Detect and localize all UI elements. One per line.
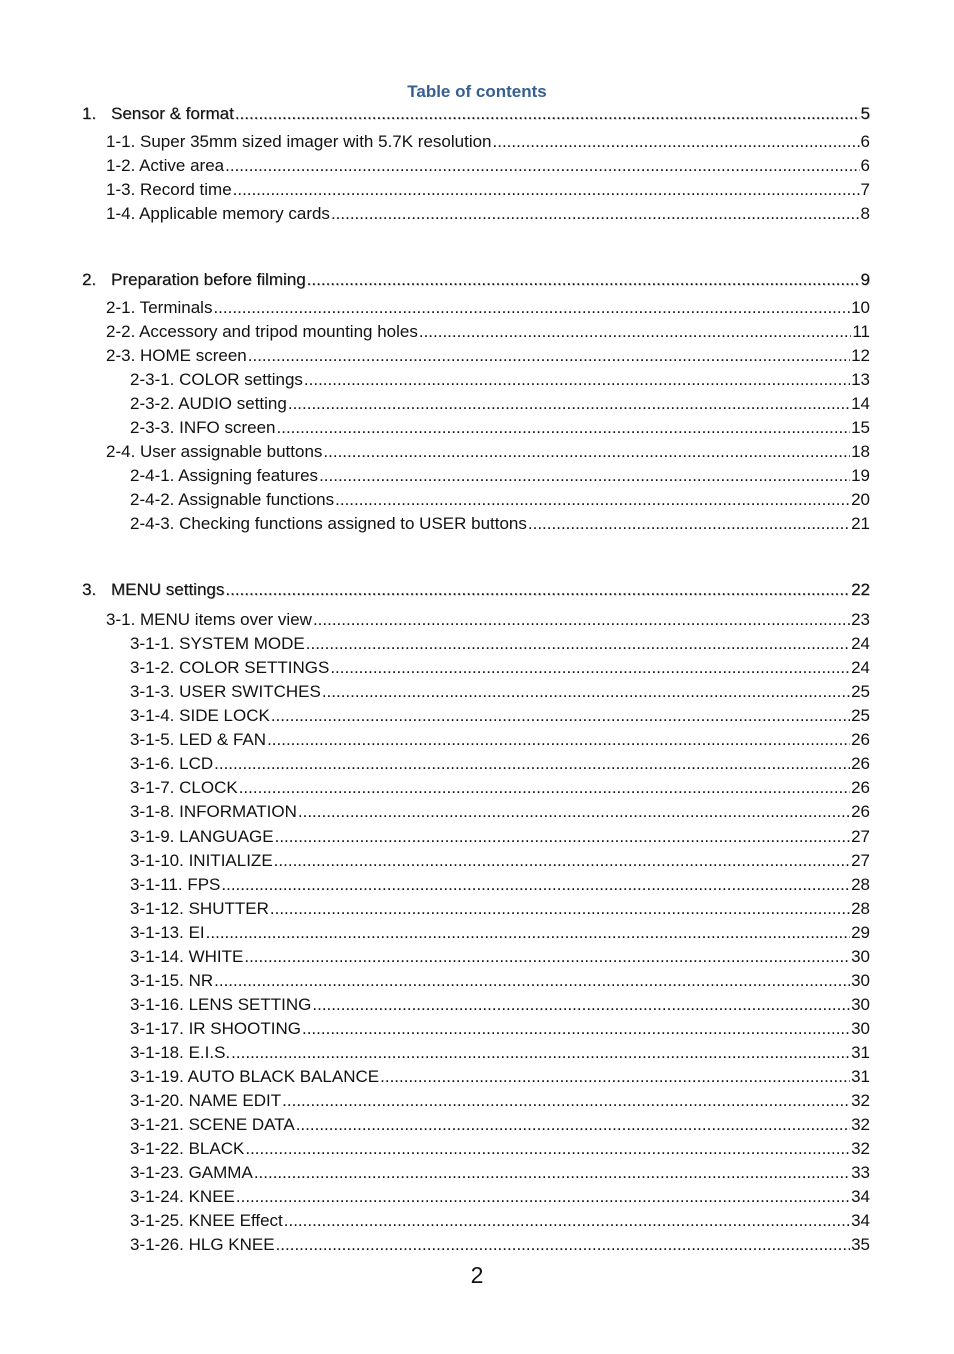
toc-page-number: 5 [860, 104, 870, 123]
toc-entry-text: 3-1-23. GAMMA [130, 1163, 253, 1182]
toc-entry[interactable] [130, 632, 870, 654]
toc-entry-label [106, 610, 312, 630]
toc-entry-text: 3-1-26. HLG KNEE [130, 1235, 275, 1254]
toc-entry-label [130, 754, 213, 774]
toc-title: Table of contents [407, 82, 547, 101]
toc-entry[interactable] [106, 178, 870, 200]
toc-entry-text: 2-2. Accessory and tripod mounting holes [106, 322, 418, 341]
toc-entry-text: 3-1-16. LENS SETTING [130, 995, 312, 1014]
toc-entry-label [106, 180, 232, 200]
toc-page-number: 23 [851, 610, 870, 629]
toc-page-number: 15 [851, 418, 870, 437]
toc-entry[interactable] [130, 1233, 870, 1255]
dot-leader [236, 1187, 850, 1207]
dot-leader [307, 270, 860, 290]
dot-leader [312, 995, 850, 1015]
toc-entry-text: 3-1-19. AUTO BLACK BALANCE [130, 1067, 380, 1086]
toc-page-number: 31 [851, 1043, 870, 1062]
toc-entry-label [130, 418, 276, 438]
dot-leader [225, 580, 850, 600]
dot-leader [296, 1115, 850, 1135]
toc-entry[interactable] [130, 1065, 870, 1087]
toc-entry-text: 2-3-3. INFO screen [130, 418, 276, 437]
toc-entry[interactable] [130, 1113, 870, 1135]
toc-entry-label [130, 899, 269, 919]
toc-entry-label [82, 270, 306, 290]
toc-page-number: 30 [851, 995, 870, 1014]
toc-entry[interactable] [106, 130, 870, 152]
dot-leader [288, 394, 850, 414]
toc-entry-text: 3-1-3. USER SWITCHES [130, 682, 321, 701]
toc-entry-label [130, 1115, 295, 1135]
dot-leader [267, 730, 850, 750]
toc-page-number: 26 [851, 778, 870, 797]
toc-entry[interactable] [130, 969, 870, 991]
toc-entry-label [130, 634, 305, 654]
toc-page-number: 34 [851, 1211, 870, 1230]
toc-section-number: 1. [82, 104, 97, 123]
toc-entry[interactable] [130, 1161, 870, 1183]
toc-entry-text: 3-1. MENU items over view [106, 610, 312, 629]
toc-entry[interactable] [130, 921, 870, 943]
toc-entry-label [130, 947, 243, 967]
toc-page-number: 26 [851, 802, 870, 821]
dot-leader [235, 104, 860, 124]
toc-page-number: 10 [851, 298, 870, 317]
dot-leader [302, 1019, 850, 1039]
dot-leader [319, 466, 850, 486]
dot-leader [323, 442, 850, 462]
toc-entry-label [130, 923, 205, 943]
toc-entry-text: 2-4. User assignable buttons [106, 442, 323, 461]
toc-page-number: 26 [851, 730, 870, 749]
toc-page-number: 29 [851, 923, 870, 942]
toc-entry[interactable] [130, 464, 870, 486]
toc-entry-text: 2-3. HOME screen [106, 346, 247, 365]
dot-leader [244, 947, 850, 967]
toc-entry-label [106, 322, 418, 342]
toc-page-number: 28 [851, 875, 870, 894]
toc-entry[interactable] [130, 680, 870, 702]
toc-entry-label [130, 971, 213, 991]
toc-entry-label [130, 1211, 283, 1231]
toc-entry[interactable] [130, 368, 870, 390]
toc-entry-label [130, 778, 238, 798]
dot-leader [213, 298, 850, 318]
toc-page-number: 30 [851, 1019, 870, 1038]
toc-entry-text: 3-1-7. CLOCK [130, 778, 238, 797]
dot-leader [270, 899, 850, 919]
toc-entry[interactable] [130, 1041, 870, 1063]
toc-entry-text: 3-1-9. LANGUAGE [130, 827, 274, 846]
toc-entry-text: 3-1-12. SHUTTER [130, 899, 269, 918]
dot-leader [248, 346, 850, 366]
toc-entry-label [130, 658, 329, 678]
toc-entry[interactable] [130, 416, 870, 438]
toc-entry[interactable] [130, 752, 870, 774]
toc-entry[interactable] [130, 1137, 870, 1159]
toc-entry-text: 3-1-13. EI [130, 923, 205, 942]
toc-entry[interactable] [130, 897, 870, 919]
toc-entry-label [130, 490, 334, 510]
toc-entry-text: 3-1-17. IR SHOOTING [130, 1019, 301, 1038]
dot-leader [214, 754, 850, 774]
toc-entry[interactable] [130, 704, 870, 726]
toc-entry-text: 2-3-1. COLOR settings [130, 370, 303, 389]
dot-leader [214, 971, 850, 991]
toc-entry[interactable] [130, 656, 870, 678]
page-number: 2 [470, 1262, 484, 1288]
toc-entry[interactable] [130, 993, 870, 1015]
toc-entry-text: 3-1-20. NAME EDIT [130, 1091, 282, 1110]
toc-page-number: 6 [860, 156, 870, 175]
toc-page-number: 30 [851, 947, 870, 966]
toc-entry-text: 3-1-2. COLOR SETTINGS [130, 658, 330, 677]
dot-leader [276, 1235, 851, 1255]
toc-entry-text: 2-4-3. Checking functions assigned to USER buttons [130, 514, 527, 533]
toc-entry[interactable] [106, 440, 870, 462]
toc-entry-label [130, 466, 318, 486]
toc-page-number: 9 [860, 270, 870, 289]
toc-entry[interactable] [106, 154, 870, 176]
toc-page-number: 30 [851, 971, 870, 990]
toc-entry[interactable] [106, 296, 870, 318]
toc-entry-label [130, 802, 297, 822]
toc-entry[interactable] [106, 202, 870, 224]
toc-page-number: 7 [860, 180, 870, 199]
toc-section-entry[interactable] [82, 578, 870, 600]
toc-entry-label [130, 1187, 235, 1207]
toc-entry-text: 1-1. Super 35mm sized imager with 5.7K resolution [106, 132, 492, 151]
toc-entry[interactable] [130, 1185, 870, 1207]
toc-entry-label [130, 394, 287, 414]
dot-leader [233, 180, 860, 200]
dot-leader [419, 322, 852, 342]
toc-entry-label [130, 682, 321, 702]
toc-page-number: 31 [851, 1067, 870, 1086]
dot-leader [206, 923, 850, 943]
toc-entry[interactable] [130, 1089, 870, 1111]
toc-entry-label [130, 1139, 244, 1159]
toc-entry-text: 3-1-25. KNEE Effect [130, 1211, 283, 1230]
toc-entry-text: 2-4-2. Assignable functions [130, 490, 335, 509]
toc-page-number: 24 [851, 658, 870, 677]
toc-page-number: 32 [851, 1091, 870, 1110]
toc-entry-label [130, 1043, 230, 1063]
toc-page-number: 19 [851, 466, 870, 485]
toc-entry[interactable] [130, 849, 870, 871]
toc-page-number: 34 [851, 1187, 870, 1206]
toc-entry-label [106, 298, 212, 318]
dot-leader [277, 418, 851, 438]
toc-entry-text: 3-1-18. E.I.S. [130, 1043, 231, 1062]
toc-entry-label [130, 1067, 379, 1087]
dot-leader [275, 827, 850, 847]
toc-entry-label [130, 875, 220, 895]
toc-page-number: 21 [851, 514, 870, 533]
toc-section-entry[interactable] [82, 268, 870, 290]
toc-entry-label [130, 851, 273, 871]
toc-page-number: 25 [851, 682, 870, 701]
toc-section-number: 3. [82, 580, 97, 599]
toc-entry-text: 2-4-1. Assigning features [130, 466, 319, 485]
toc-entry-label [106, 156, 224, 176]
toc-entry-text: 3-1-4. SIDE LOCK [130, 706, 270, 725]
toc-entry[interactable] [130, 945, 870, 967]
toc-page-number: 26 [851, 754, 870, 773]
dot-leader [335, 490, 850, 510]
toc-page-number: 12 [851, 346, 870, 365]
dot-leader [271, 706, 850, 726]
toc-entry-text: 3-1-10. INITIALIZE [130, 851, 273, 870]
toc-page-number: 13 [851, 370, 870, 389]
toc-entry-label [130, 730, 266, 750]
dot-leader [225, 156, 859, 176]
toc-entry-text: 3-1-6. LCD [130, 754, 214, 773]
dot-leader [306, 634, 850, 654]
toc-entry-text: 1-4. Applicable memory cards [106, 204, 330, 223]
toc-page-number: 8 [860, 204, 870, 223]
toc-page-number: 32 [851, 1139, 870, 1158]
toc-page-number: 6 [860, 132, 870, 151]
toc-entry-text: Sensor & format [111, 104, 234, 123]
toc-entry[interactable] [130, 825, 870, 847]
toc-page-number: 33 [851, 1163, 870, 1182]
dot-leader [298, 802, 850, 822]
toc-page-number: 20 [851, 490, 870, 509]
toc-page-number: 18 [851, 442, 870, 461]
dot-leader [304, 370, 850, 390]
toc-entry-label [106, 204, 330, 224]
toc-entry-text: 3-1-22. BLACK [130, 1139, 245, 1158]
toc-entry[interactable] [130, 512, 870, 534]
dot-leader [282, 1091, 850, 1111]
toc-entry[interactable] [130, 1209, 870, 1231]
toc-entry-label [106, 132, 492, 152]
toc-entry-label [82, 580, 224, 600]
toc-entry-text: Preparation before filming [111, 270, 306, 289]
toc-page-number: 22 [851, 580, 870, 599]
toc-entry[interactable] [106, 608, 870, 630]
dot-leader [331, 204, 860, 224]
dot-leader [274, 851, 850, 871]
toc-entry-label [130, 1019, 301, 1039]
toc-entry-text: 3-1-21. SCENE DATA [130, 1115, 295, 1134]
toc-entry-label [82, 104, 234, 124]
toc-entry-text: 3-1-5. LED & FAN [130, 730, 267, 749]
toc-entry-text: 2-3-2. AUDIO setting [130, 394, 287, 413]
toc-entry-text: 3-1-14. WHITE [130, 947, 244, 966]
toc-entry-label [130, 827, 274, 847]
toc-page-number: 32 [851, 1115, 870, 1134]
toc-page-number: 35 [851, 1235, 870, 1254]
toc-entry-label [130, 995, 311, 1015]
dot-leader [330, 658, 850, 678]
toc-page-number: 25 [851, 706, 870, 725]
toc-entry[interactable] [130, 800, 870, 822]
toc-entry-text: 3-1-11. FPS [130, 875, 221, 894]
toc-entry-text: 1-3. Record time [106, 180, 232, 199]
toc-section-number: 2. [82, 270, 97, 289]
toc-entry-label [106, 442, 322, 462]
toc-section-entry[interactable] [82, 102, 870, 124]
toc-entry[interactable] [106, 344, 870, 366]
toc-entry[interactable] [130, 488, 870, 510]
toc-page-number: 27 [851, 851, 870, 870]
dot-leader [322, 682, 850, 702]
dot-leader [231, 1043, 850, 1063]
toc-entry-label [130, 1235, 275, 1255]
toc-entry[interactable] [130, 873, 870, 895]
toc-entry[interactable] [130, 392, 870, 414]
toc-entry-text: 3-1-8. INFORMATION [130, 802, 297, 821]
toc-entry-text: 3-1-1. SYSTEM MODE [130, 634, 305, 653]
dot-leader [313, 610, 850, 630]
toc-entry[interactable] [130, 728, 870, 750]
toc-entry-label [130, 1163, 253, 1183]
toc-entry[interactable] [130, 1017, 870, 1039]
toc-page-number: 28 [851, 899, 870, 918]
dot-leader [380, 1067, 850, 1087]
toc-page-number: 11 [852, 322, 870, 341]
toc-entry-text: 3-1-24. KNEE [130, 1187, 235, 1206]
toc-entry-label [130, 1091, 281, 1111]
toc-entry-label [130, 370, 303, 390]
toc-entry-text: 1-2. Active area [106, 156, 225, 175]
dot-leader [245, 1139, 850, 1159]
dot-leader [254, 1163, 850, 1183]
toc-page-number: 14 [851, 394, 870, 413]
toc-entry[interactable] [106, 320, 870, 342]
dot-leader [221, 875, 850, 895]
dot-leader [528, 514, 850, 534]
dot-leader [239, 778, 850, 798]
dot-leader [493, 132, 860, 152]
toc-entry-label [106, 346, 247, 366]
toc-entry-label [130, 514, 527, 534]
toc-page-number: 24 [851, 634, 870, 653]
toc-entry-label [130, 706, 270, 726]
toc-entry-text: 2-1. Terminals [106, 298, 213, 317]
toc-entry-text: MENU settings [111, 580, 225, 599]
toc-entry[interactable] [130, 776, 870, 798]
dot-leader [284, 1211, 850, 1231]
toc-page-number: 27 [851, 827, 870, 846]
toc-entry-text: 3-1-15. NR [130, 971, 214, 990]
